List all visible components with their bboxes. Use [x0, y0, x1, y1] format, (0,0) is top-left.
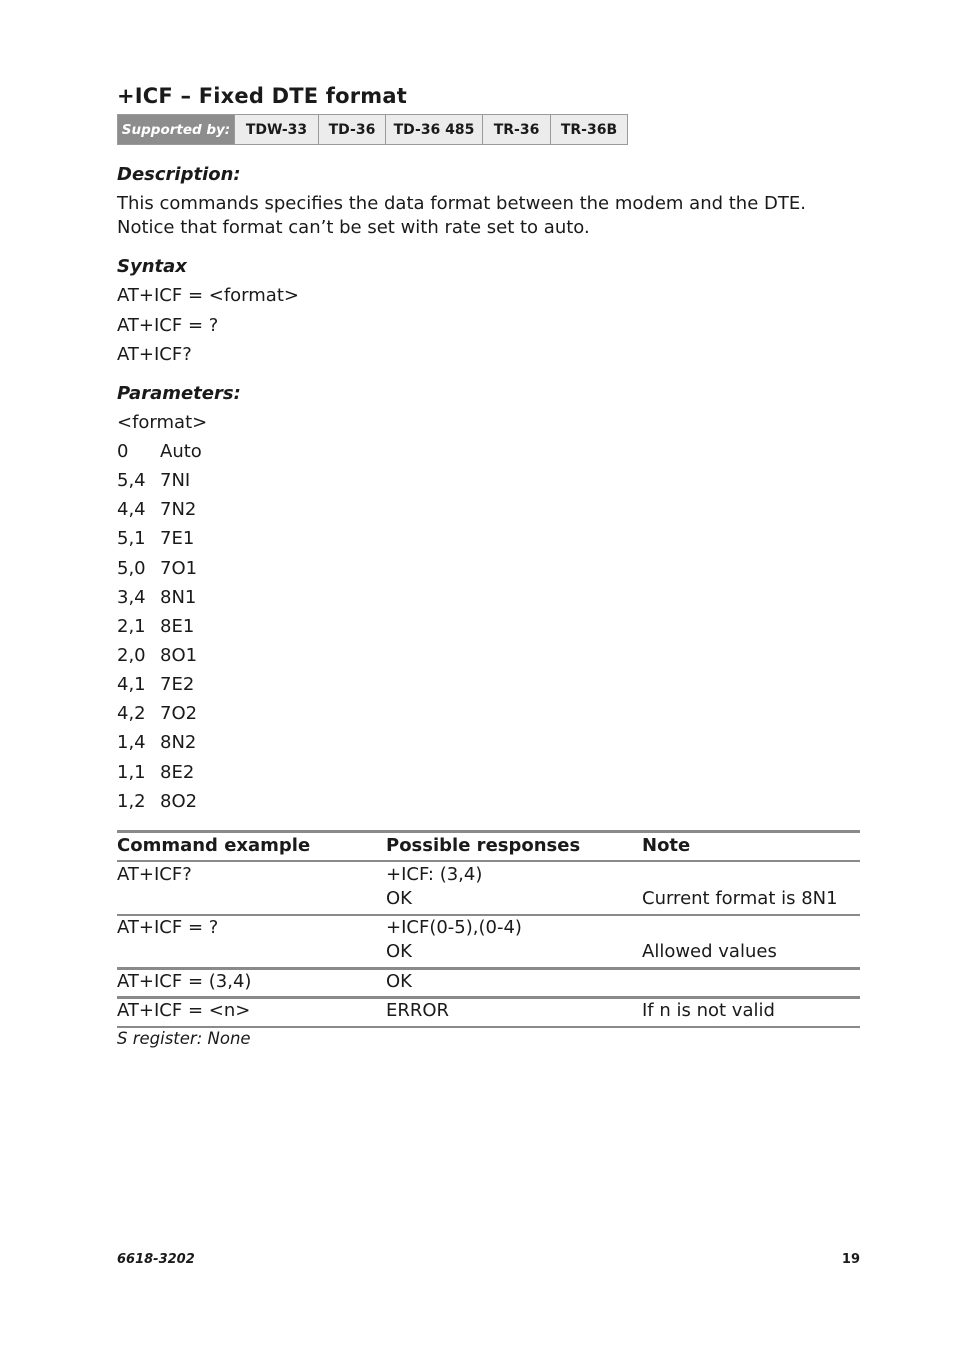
table-header-note: Note [642, 835, 691, 856]
table-header-command: Command example [117, 835, 311, 856]
table-cell-response: OK [386, 941, 412, 962]
syntax-line: AT+ICF = <format> [117, 285, 299, 306]
table-rule [117, 1026, 860, 1028]
table-cell-command: AT+ICF = <n> [117, 1000, 251, 1021]
table-cell-command: AT+ICF? [117, 864, 192, 885]
syntax-heading: Syntax [117, 256, 187, 277]
table-cell-command: AT+ICF = ? [117, 917, 219, 938]
table-cell-response: +ICF(0-5),(0-4) [386, 917, 522, 938]
table-cell-note: Current format is 8N1 [642, 888, 838, 909]
table-rule [117, 830, 860, 833]
description-heading: Description: [117, 164, 241, 185]
description-line: This commands specifies the data format between the modem and the DTE. [117, 193, 806, 214]
supported-model: TR-36 [482, 115, 550, 144]
supported-model: TD-36 485 [385, 115, 482, 144]
page-number: 19 [841, 1252, 860, 1267]
page-title: +ICF – Fixed DTE format [117, 84, 407, 108]
parameters-heading: Parameters: [117, 383, 241, 404]
parameter-name: <format> [117, 412, 208, 433]
table-rule [117, 860, 860, 862]
table-rule [117, 996, 860, 999]
supported-by-bar [117, 114, 628, 145]
supported-model: TD-36 [318, 115, 385, 144]
supported-model: TDW-33 [234, 115, 318, 144]
table-cell-response: OK [386, 971, 412, 992]
table-cell-response: OK [386, 888, 412, 909]
syntax-line: AT+ICF? [117, 344, 192, 365]
table-rule [117, 914, 860, 916]
s-register-note: S register: None [117, 1029, 251, 1048]
table-cell-response: +ICF: (3,4) [386, 864, 483, 885]
table-cell-note: If n is not valid [642, 1000, 775, 1021]
supported-model: TR-36B [550, 115, 627, 144]
document-number: 6618-3202 [117, 1252, 195, 1267]
supported-by-label: Supported by: [118, 115, 234, 144]
table-cell-response: ERROR [386, 1000, 450, 1021]
table-cell-command: AT+ICF = (3,4) [117, 971, 252, 992]
syntax-line: AT+ICF = ? [117, 315, 219, 336]
table-cell-note: Allowed values [642, 941, 777, 962]
table-rule [117, 967, 860, 970]
description-line: Notice that format can’t be set with rate set to auto. [117, 217, 590, 238]
table-header-responses: Possible responses [386, 835, 581, 856]
